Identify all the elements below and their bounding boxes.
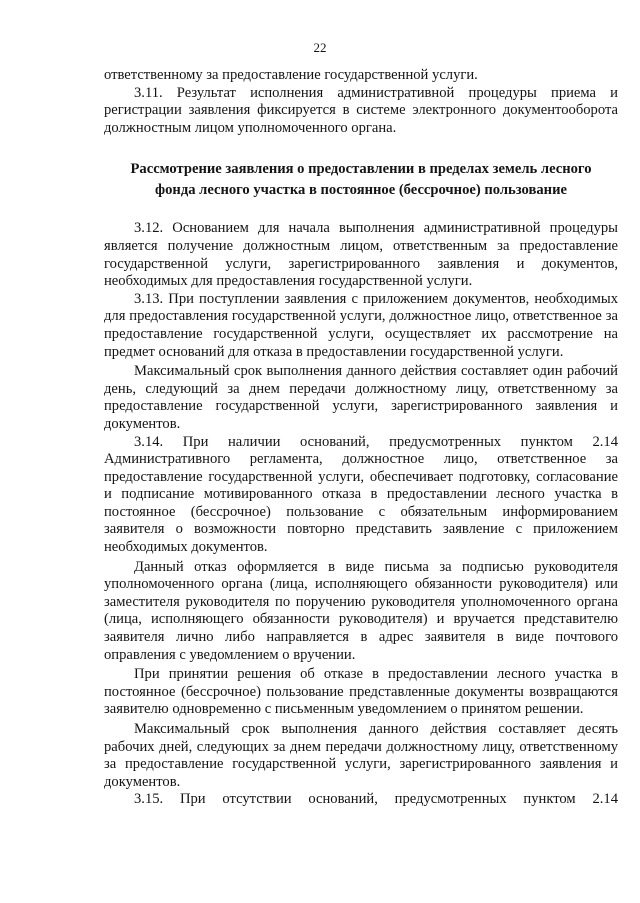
page-number: 22 [313, 40, 327, 55]
paragraph-3-14: 3.14. При наличии оснований, предусмотренных пунктом 2.14 Административного регламента, должностное лицо, ответственное за предоставление государственной услуги, обеспечивает подготовку, согласование и подписание мотивированного отказа в предоставлении лесного участка в постоянное (бессрочное) пользование с обязательным информированием заявителя о возможности повторно представить заявление с приложением необходимых документов. [104, 433, 618, 556]
section-heading: Рассмотрение заявления о предоставлении в пределах земель лесного фонда лесного участка в постоянное (бессрочное) пользование [130, 161, 592, 198]
page-content [104, 67, 618, 809]
paragraph-3-15: 3.15. При отсутствии оснований, предусмотренных пунктом 2.14 [134, 791, 618, 808]
paragraph-max-term-1: Максимальный срок выполнения данного действия составляет один рабочий день, следующий за днем передачи должностному лицу, ответственному за предоставление государственной услуги, зарегистрированного заявления и документов. [104, 363, 618, 432]
paragraph-return-documents: При принятии решения об отказе в предоставлении лесного участка в постоянное (бессрочное) пользование представленные документы возвращаются заявителю одновременно с письменным уведомлением о принятом решении. [104, 666, 618, 718]
continued-line: ответственному за предоставление государственной услуги. [104, 67, 478, 83]
paragraph-max-term-10: Максимальный срок выполнения данного действия составляет десять рабочих дней, следующих за днем передачи должностному лицу, ответственному за предоставление государственной услуги, зарегистрированного заявления и документов. [104, 721, 618, 790]
paragraph-3-11: 3.11. Результат исполнения административной процедуры приема и регистрации заявления фиксируется в системе электронного документооборота должностным лицом уполномоченного органа. [104, 84, 618, 136]
paragraph-3-12: 3.12. Основанием для начала выполнения административной процедуры является получение должностным лицом, ответственным за предоставление государственной услуги, зарегистрированного заявления и документов, необходимых для предоставления государственной услуги. [104, 220, 618, 290]
paragraph-3-13: 3.13. При поступлении заявления с приложением документов, необходимых для предоставления государственной услуги, должностное лицо, ответственное за предоставление государственной услуги, осуществляет их рассмотрение на предмет оснований для отказа в предоставлении государственной услуги. [104, 290, 618, 360]
paragraph-refusal-letter: Данный отказ оформляется в виде письма за подписью руководителя уполномоченного органа (лица, исполняющего обязанности руководителя) или заместителя руководителя по поручению руководителя уполномоченного органа (лица, исполняющего обязанности руководителя) и вручается представителю заявителя лично либо направляется в адрес заявителя в виде почтового оправления с уведомлением о вручении. [104, 558, 618, 663]
